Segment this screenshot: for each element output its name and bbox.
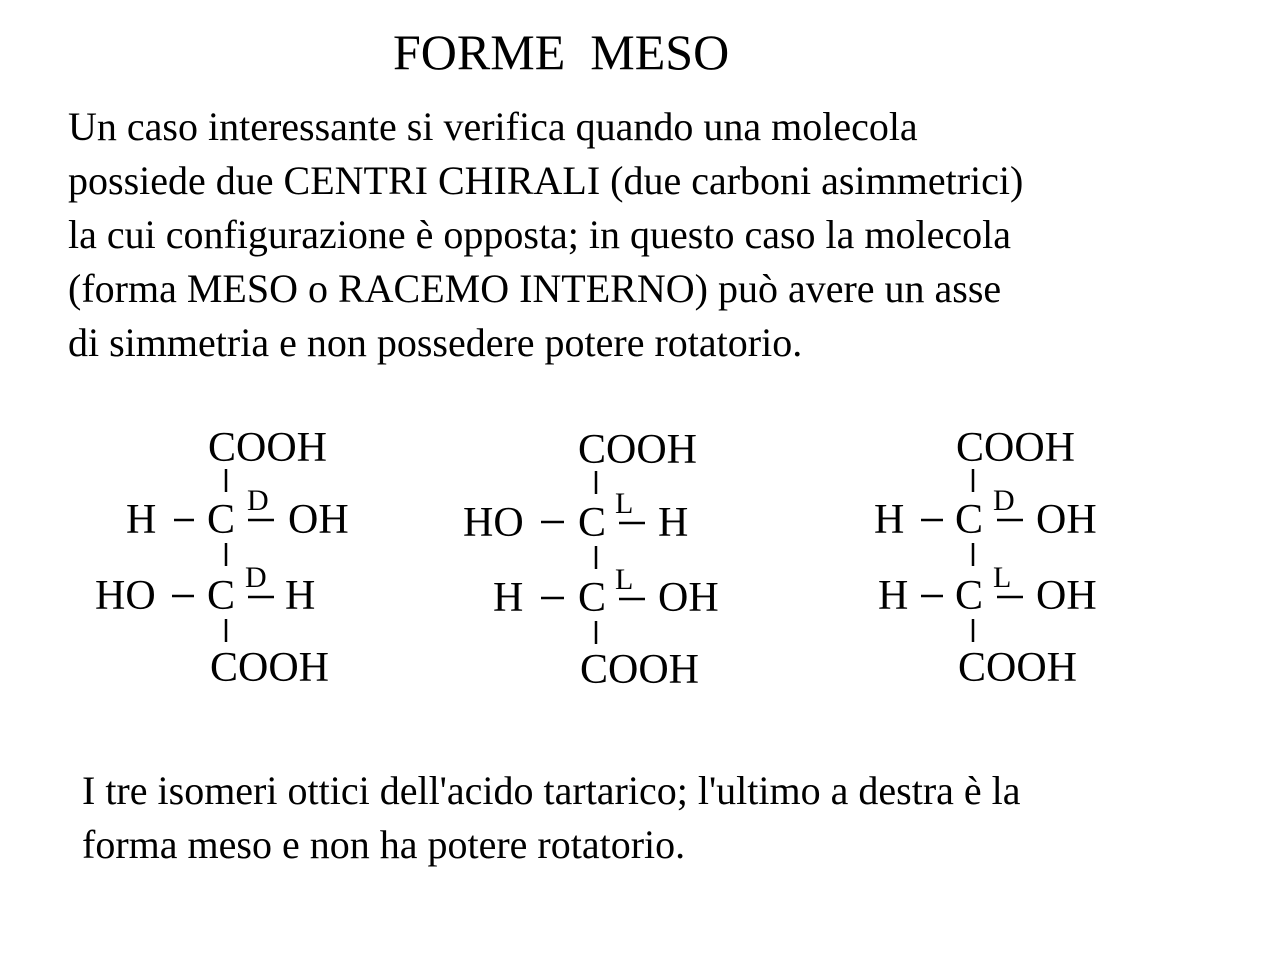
right-substituent: H	[285, 573, 316, 619]
bottom-group: COOH	[580, 647, 700, 693]
configuration-label: L	[993, 561, 1012, 594]
right-substituent: OH	[288, 497, 349, 543]
right-substituent: OH	[658, 575, 719, 621]
bottom-group: COOH	[210, 645, 330, 691]
bottom-group: COOH	[958, 645, 1078, 691]
configuration-label: D	[245, 561, 267, 594]
right-substituent: OH	[1036, 573, 1097, 619]
right-substituent: H	[658, 500, 689, 546]
left-substituent: H	[878, 573, 909, 619]
configuration-label: L	[615, 563, 634, 596]
left-substituent: HO	[95, 573, 156, 619]
fischer-projection-1	[95, 425, 349, 691]
fischer-projection-3	[874, 425, 1097, 691]
right-substituent: OH	[1036, 497, 1097, 543]
intro-line: Un caso interessante si verifica quando una molecola	[68, 104, 918, 149]
carbon-atom: C	[578, 575, 607, 621]
carbon-atom: C	[578, 500, 607, 546]
left-substituent: H	[874, 497, 905, 543]
top-group: COOH	[208, 425, 328, 471]
carbon-atom: C	[955, 573, 984, 619]
caption-line: forma meso e non ha potere rotatorio.	[82, 822, 686, 867]
carbon-atom: C	[207, 573, 236, 619]
top-group: COOH	[578, 427, 698, 473]
carbon-atom: C	[207, 497, 236, 543]
caption-paragraph	[82, 764, 1262, 872]
configuration-label: D	[247, 484, 269, 517]
left-substituent: H	[126, 497, 157, 543]
left-substituent: H	[493, 575, 524, 621]
intro-line: di simmetria e non possedere potere rotatorio.	[68, 320, 803, 365]
top-group: COOH	[956, 425, 1076, 471]
configuration-label: D	[993, 484, 1015, 517]
slide-title: FORME MESO	[393, 24, 730, 80]
intro-line: (forma MESO o RACEMO INTERNO) può avere un asse	[68, 266, 1002, 311]
left-substituent: HO	[463, 500, 524, 546]
carbon-atom: C	[955, 497, 984, 543]
caption-line: I tre isomeri ottici dell'acido tartarico; l'ultimo a destra è la	[82, 768, 1021, 813]
configuration-label: L	[615, 487, 634, 520]
fischer-projection-2	[463, 427, 719, 693]
intro-line: possiede due CENTRI CHIRALI (due carboni asimmetrici)	[68, 158, 1024, 203]
intro-line: la cui configurazione è opposta; in questo caso la molecola	[68, 212, 1012, 257]
